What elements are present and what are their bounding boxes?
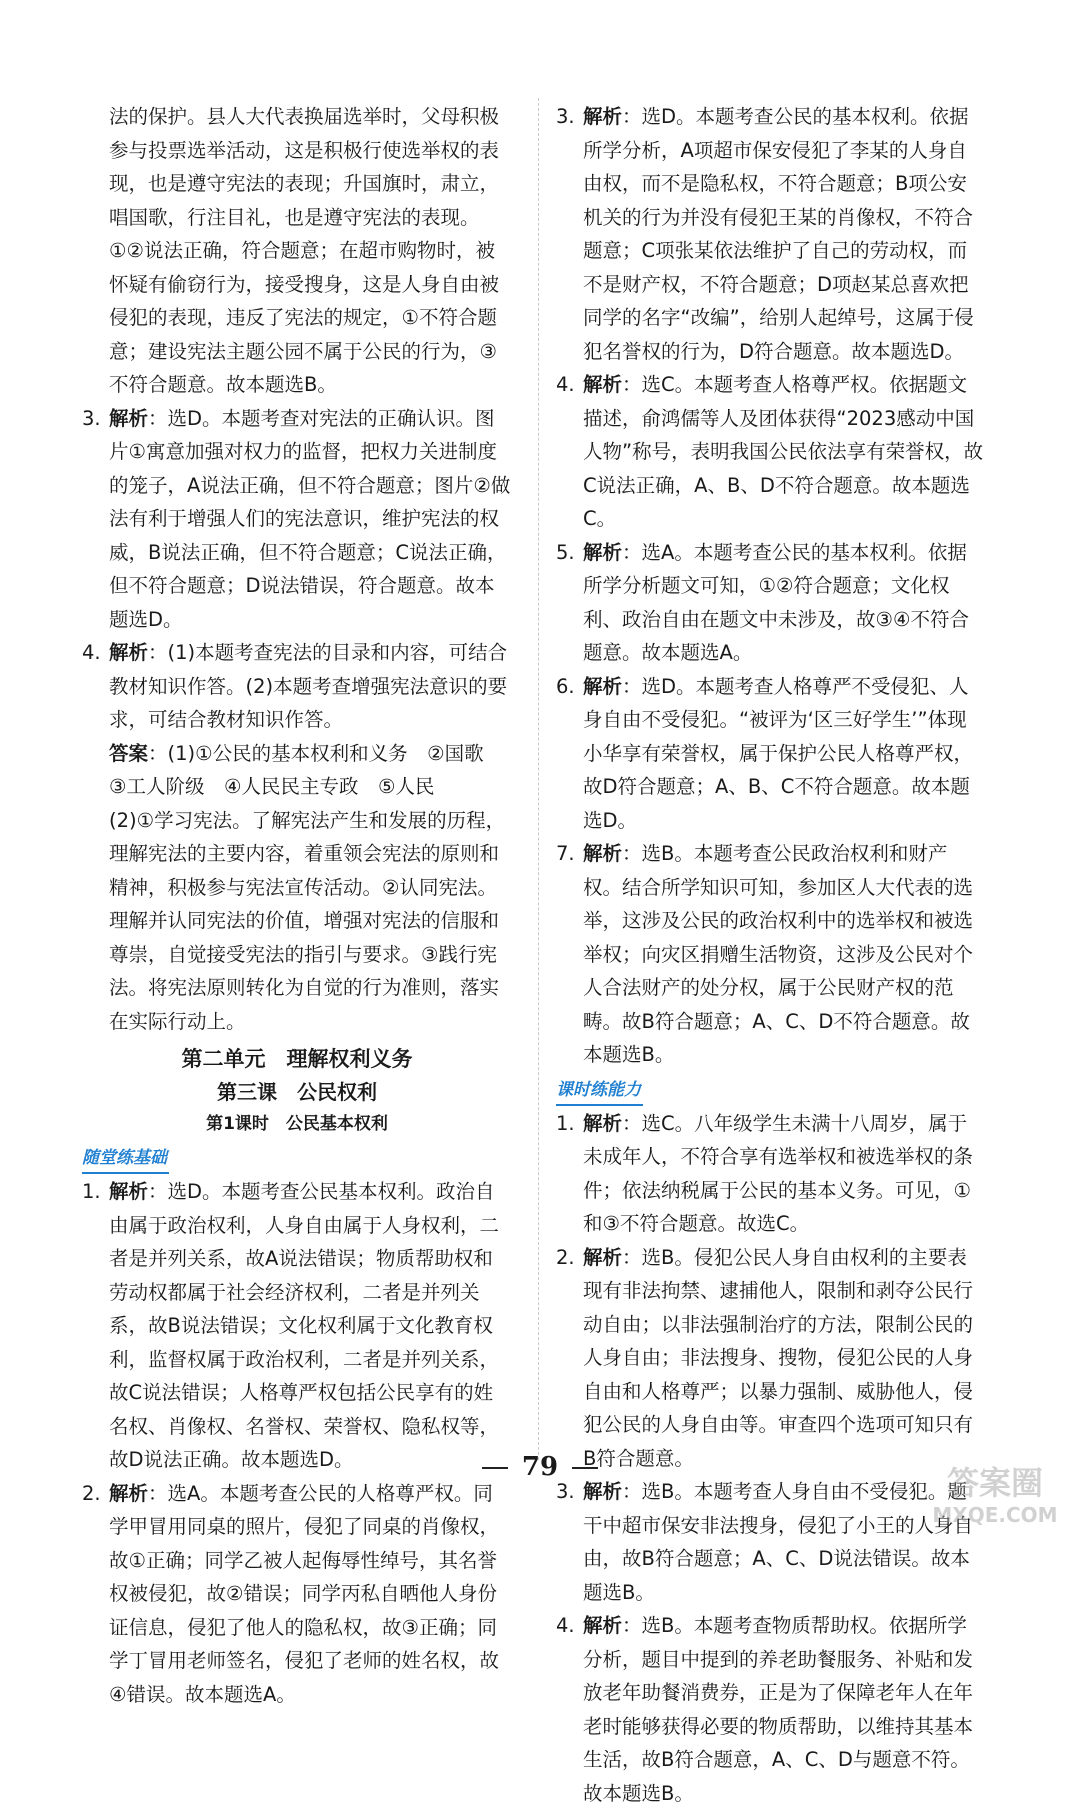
column-divider <box>538 98 539 1460</box>
explanation-label: 解析 <box>583 842 623 865</box>
explanation-item <box>556 837 986 1072</box>
watermark-logo-icon <box>920 1454 1070 1530</box>
item-number: 2. <box>82 1481 101 1505</box>
item-number: 4. <box>556 373 575 396</box>
period-title: 第1课时 公民基本权利 <box>206 1114 388 1134</box>
explanation-label: 解析 <box>583 674 623 698</box>
explanation-label: 解析 <box>109 641 149 664</box>
explanation-text: ：选B。侵犯公民人身自由权利的主要表现有非法拘禁、逮捕他人，限制和剥夺公民行动自由；以非法强制治疗的方法，限制公民的人身自由；非法搜身、搜物，侵犯公民的人身自由和人格尊严；以暴力强制、威胁他人，侵犯公民的人身自由等。审查四个选项可知只有B符合题意。 <box>583 1245 974 1470</box>
item-number: 7. <box>556 842 575 865</box>
item-number: 5. <box>556 540 575 564</box>
explanation-text: ：选C。本题考查人格尊严权。依据题文描述，俞鸿儒等人及团体获得“2023感动中国人物”称号，表明我国公民依法享有荣誉权，故C说法正确，A、B、D不符合题意。故本题选C。 <box>583 373 984 530</box>
explanation-label: 解析 <box>109 406 149 430</box>
item-number: 1. <box>556 1111 575 1135</box>
explanation-item <box>556 1609 986 1810</box>
lesson-title: 第三课 公民权利 <box>217 1080 377 1104</box>
page-number <box>0 1452 1080 1482</box>
explanation-item <box>82 636 512 1038</box>
explanation-label: 解析 <box>109 1180 149 1203</box>
item-number: 2. <box>556 1245 575 1269</box>
explanation-text: ：选A。本题考查公民的人格尊严权。同学甲冒用同桌的照片，侵犯了同桌的肖像权，故①正确；同学乙被人起侮辱性绰号，其名誉权被侵犯，故②错误；同学丙私自晒他人身份证信息，侵犯了他人的隐私权，故③正确；同学丁冒用老师签名，侵犯了老师的姓名权，故④错误。故本题选A。 <box>109 1481 500 1706</box>
explanation-label: 解析 <box>109 1481 149 1505</box>
explanation-label: 解析 <box>583 373 623 396</box>
right-column <box>556 100 986 1810</box>
explanation-text: ：选B。本题考查人身自由不受侵犯。题干中超市保安非法搜身，侵犯了小王的人身自由，故B符合题意；A、C、D说法错误。故本题选B。 <box>583 1480 974 1604</box>
site-watermark <box>920 1454 1070 1530</box>
answer-line: ③工人阶级 ④人民民主专政 ⑤人民 <box>109 775 435 798</box>
explanation-text: ：选B。本题考查物质帮助权。依据所学分析，题目中提到的养老助餐服务、补贴和发放老年助餐消费券，正是为了保障老年人在年老时能够获得必要的物质帮助，以维持其基本生活，故B符合题意，A、C、D与题意不符。故本题选B。 <box>583 1614 974 1805</box>
item-number: 4. <box>82 641 101 664</box>
explanation-text: ：选D。本题考查人格尊严不受侵犯、人身自由不受侵犯。“被评为‘区三好学生’”体现小华享有荣誉权，属于保护公民人格尊严权，故D符合题意；A、B、C不符合题意。故本题选D。 <box>583 674 974 832</box>
explanation-text: ：选A。本题考查公民的基本权利。依据所学分析题文可知，①②符合题意；文化权利、政治自由在题文中未涉及，故③④不符合题意。故本题选A。 <box>583 540 969 664</box>
watermark-line-2: MXQE.COM <box>932 1503 1058 1527</box>
explanation-item <box>82 1477 512 1712</box>
item-number: 3. <box>82 406 101 430</box>
explanation-label: 解析 <box>583 1245 623 1269</box>
explanation-text: ：选D。本题考查公民基本权利。政治自由属于政治权利，人身自由属于人身权利，二者是并列关系，故A说法错误；物质帮助权和劳动权都属于社会经济权利，二者是并列关系，故B说法错误；文化权利属于文化教育权利，监督权属于政治权利，二者是并列关系，故C说法错误；人格尊严权包括公民享有的姓名权、肖像权、名誉权、荣誉权、隐私权等，故D说法正确。故本题选D。 <box>109 1180 500 1471</box>
page-number-dash <box>572 1467 598 1469</box>
explanation-item <box>82 1175 512 1477</box>
watermark-line-1: 答案圈 <box>946 1464 1044 1502</box>
explanation-item <box>556 670 986 838</box>
explanation-text: ：选B。本题考查公民政治权利和财产权。结合所学知识可知，参加区人大代表的选举，这涉及公民的政治权利中的选举权和被选举权；向灾区捐赠生活物资，这涉及公民对个人合法财产的处分权，属于公民财产权的范畴。故B符合题意；A、C、D不符合题意。故本题选B。 <box>583 842 974 1066</box>
explanation-label: 解析 <box>583 1111 623 1135</box>
answer-part-2: (2)①学习宪法。了解宪法产生和发展的历程，理解宪法的主要内容，着重领会宪法的原则和精神，积极参与宪法宣传活动。②认同宪法。理解并认同宪法的价值，增强对宪法的信服和尊崇，自觉接受宪法的指引与要求。③践行宪法。将宪法原则转化为自觉的行为准则，落实在实际行动上。 <box>109 808 506 1033</box>
explanation-label: 解析 <box>583 1480 623 1503</box>
page-number-text: 79 <box>521 1452 559 1482</box>
explanation-label: 解析 <box>583 105 623 128</box>
explanation-text: ：选D。本题考查公民的基本权利。依据所学分析，A项超市保安侵犯了李某的人身自由权，而不是隐私权，不符合题意；B项公安机关的行为并没有侵犯王某的肖像权，不符合题意；C项张某依法维护了自己的劳动权，而不是财产权，不符合题意；D项赵某总喜欢把同学的名字“改编”，给别人起绰号，这属于侵犯名誉权的行为，D符合题意。故本题选D。 <box>583 105 974 363</box>
answer-line <box>109 737 512 771</box>
explanation-item <box>556 100 986 368</box>
answer-text: ：(1)①公民的基本权利和义务 ②国歌 <box>148 741 484 765</box>
explanation-label: 解析 <box>583 540 623 564</box>
explanation-item <box>556 368 986 536</box>
unit-title: 第二单元 理解权利义务 <box>181 1047 413 1071</box>
explanation-label: 解析 <box>583 1614 623 1637</box>
section-label-basic-practice: 随堂练基础 <box>82 1144 169 1174</box>
continued-explanation: 法的保护。县人大代表换届选举时，父母积极参与投票选举活动，这是积极行使选举权的表现，也是遵守宪法的表现；升国旗时，肃立，唱国歌，行注目礼，也是遵守宪法的表现。①②说法正确，符合题意；在超市购物时，被怀疑有偷窃行为，接受搜身，这是人身自由被侵犯的表现，违反了宪法的规定，①不符合题意；建设宪法主题公园不属于公民的行为，③不符合题意。故本题选B。 <box>109 105 500 396</box>
explanation-text: ：(1)本题考查宪法的目录和内容，可结合教材知识作答。(2)本题考查增强宪法意识的要求，可结合教材知识作答。 <box>109 641 508 731</box>
explanation-text: ：选D。本题考查对宪法的正确认识。图片①寓意加强对权力的监督，把权力关进制度的笼子，A说法正确，但不符合题意；图片②做法有利于增强人们的宪法意识，维护宪法的权威，B说法正确，但不符合题意；C说法正确，但不符合题意；D说法错误，符合题意。故本题选D。 <box>109 406 511 631</box>
page-number-dash <box>482 1467 508 1469</box>
explanation-item <box>556 1241 986 1476</box>
explanation-item <box>556 1107 986 1241</box>
answer-label: 答案 <box>109 741 149 765</box>
section-label-ability-practice: 课时练能力 <box>556 1076 643 1106</box>
item-number: 6. <box>556 674 575 698</box>
explanation-item <box>82 402 512 637</box>
item-number: 3. <box>556 1480 575 1503</box>
item-number: 3. <box>556 105 575 128</box>
item-number: 1. <box>82 1180 101 1203</box>
explanation-item <box>556 536 986 670</box>
item-number: 4. <box>556 1614 575 1637</box>
explanation-text: ：选C。八年级学生未满十八周岁，属于未成年人，不符合享有选举权和被选举权的条件；依法纳税属于公民的基本义务。可见，①和③不符合题意。故选C。 <box>583 1111 974 1235</box>
